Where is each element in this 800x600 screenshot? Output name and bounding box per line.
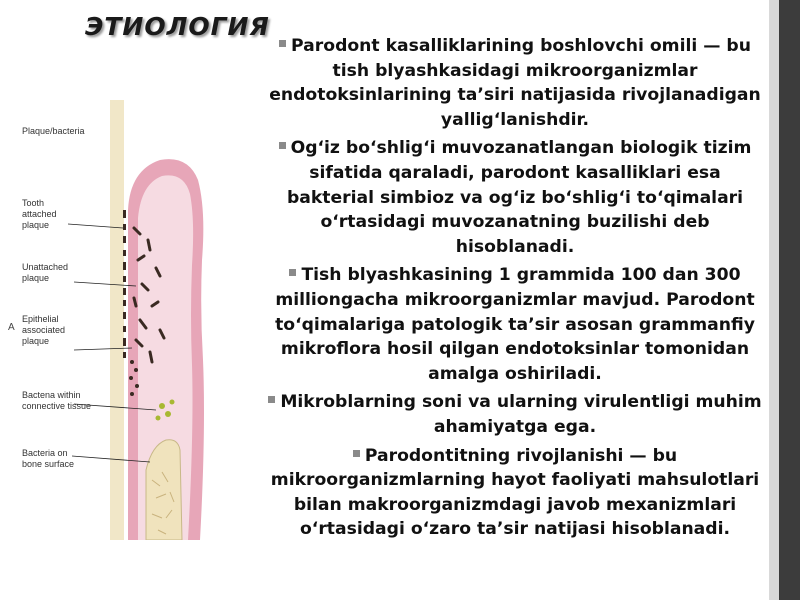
slide-edge-dark (779, 0, 800, 600)
bullet-square-icon (353, 450, 360, 457)
bullet-list (262, 34, 768, 546)
label-unattached-plaque: Unattached plaque (22, 262, 69, 283)
tooth-surface (110, 100, 124, 540)
bullet-square-icon (279, 142, 286, 149)
label-plaque-bacteria: Plaque/bacteria (22, 126, 85, 136)
bullet-item (262, 444, 768, 542)
bullet-text: Tish blyashkasining 1 grammida 100 dan 300 milliongacha mikroorganizmlar mavjud. Parodont to‘qimalariga patologik ta’sir asosan grammanfiy mikroflora hosil qilgan endotoksinlar tomonidan amalga oshiriladi. (275, 265, 755, 384)
bullet-item (262, 34, 768, 132)
label-bone-surface-bacteria: Bacteria on bone surface (22, 448, 75, 469)
label-connective-tissue-bacteria: Bactena within connective tissue (22, 390, 92, 411)
bullet-text: Parodontitning rivojlanishi — bu mikroorganizmlarning hayot faoliyati mahsulotlari bilan makroorganizmdagi javob mexanizmlari o‘rtasidagi o‘zaro ta’sir natijasi hisoblanadi. (270, 445, 760, 540)
bullet-square-icon (279, 40, 286, 47)
bullet-text: Mikroblarning soni va ularning virulentligi muhim ahamiyatga ega. (280, 392, 762, 437)
label-epithelial-plaque: Epithelial associated plaque (22, 314, 66, 346)
bullet-square-icon (289, 269, 296, 276)
slide-edge-light (769, 0, 779, 600)
bone-surface (146, 440, 182, 540)
label-tooth-attached-plaque: Tooth attached plaque (22, 198, 57, 230)
bullet-text: Og‘iz bo‘shlig‘i muvozanatlangan biologik tizim sifatida qaraladi, parodont kasalliklari esa bakterial simbioz va og‘iz bo‘shlig‘i to‘qimalari o‘rtasidagi muvozanatning buzilishi deb hisoblanadi. (286, 138, 752, 257)
bullet-square-icon (268, 396, 275, 403)
bullet-item (262, 390, 768, 439)
periodontal-illustration (10, 100, 222, 540)
bullet-text: Parodont kasalliklarining boshlovchi omili — bu tish blyashkasidagi mikroorganizmlar endotoksinlarining ta’siri natijasida rivojlanadigan yallig‘lanishdir. (269, 36, 761, 130)
panel-letter: A (8, 322, 15, 333)
slide-title: ЭТИОЛОГИЯ (85, 12, 270, 41)
bullet-item (262, 136, 768, 259)
bullet-item (262, 263, 768, 386)
